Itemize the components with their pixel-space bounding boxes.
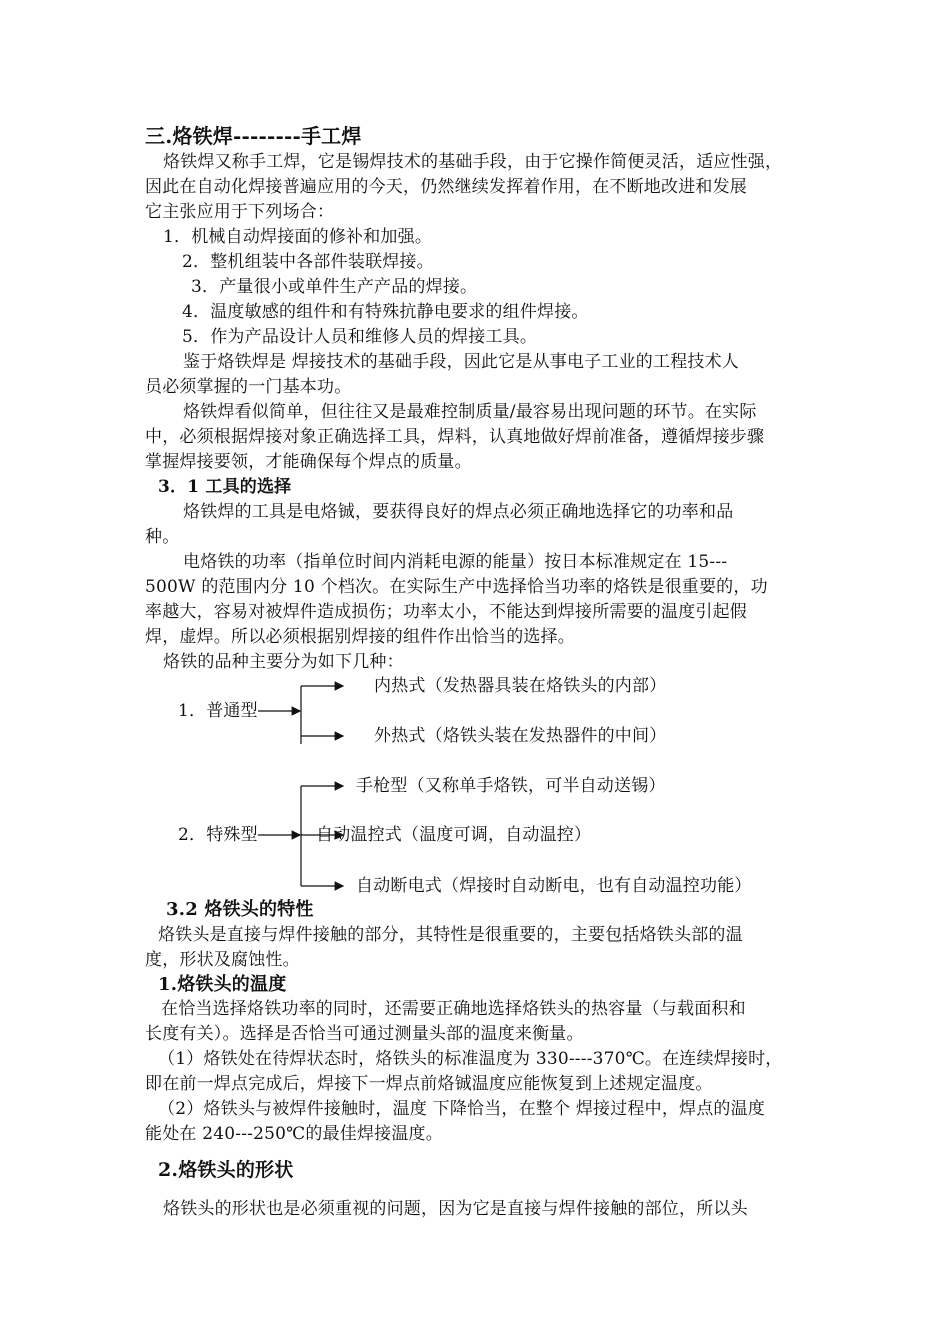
- paragraph-line: 电烙铁的功率（指单位时间内消耗电源的能量）按日本标准规定在 15---: [183, 552, 728, 572]
- paragraph-line: 焊，虚焊。所以必须根据别焊接的组件作出恰当的选择。: [145, 627, 575, 647]
- paragraph-line: 率越大，容易对被焊件造成损伤；功率太小，不能达到焊接所需要的温度引起假: [145, 602, 747, 622]
- diagram-type-label: 2．特殊型: [178, 825, 258, 845]
- paragraph-line: 烙铁头的形状也是必须重视的问题，因为它是直接与焊件接触的部位，所以头: [163, 1199, 748, 1219]
- paragraph-line: 烙铁焊看似简单，但往往又是最难控制质量/最容易出现问题的环节。在实际: [183, 402, 757, 422]
- section-heading: 3．1 工具的选择: [158, 477, 292, 497]
- paragraph-line: 员必须掌握的一门基本功。: [145, 377, 352, 397]
- paragraph-line: 500W 的范围内分 10 个档次。在实际生产中选择恰当功率的烙铁是很重要的，功: [145, 577, 768, 597]
- paragraph-line: 掌握焊接要领，才能确保每个焊点的质量。: [145, 452, 472, 472]
- paragraph-line: 种。: [145, 527, 180, 547]
- list-item: 5．作为产品设计人员和维修人员的焊接工具。: [182, 327, 538, 347]
- intro-line: 它主张应用于下列场合：: [145, 202, 335, 222]
- list-item: 4．温度敏感的组件和有特殊抗静电要求的组件焊接。: [182, 302, 589, 322]
- intro-line: 烙铁焊又称手工焊，它是锡焊技术的基础手段，由于它操作简便灵活，适应性强，: [163, 152, 783, 172]
- paragraph-line: 烙铁头是直接与焊件接触的部分，其特性是很重要的，主要包括烙铁头部的温: [158, 925, 743, 945]
- paragraph-line: 烙铁的品种主要分为如下几种：: [163, 652, 404, 672]
- diagram-item: 自动断电式（焊接时自动断电，也有自动温控功能）: [356, 876, 752, 896]
- paragraph-line: （2）烙铁头与被焊件接触时，温度 下降恰当，在整个 焊接过程中，焊点的温度: [158, 1099, 766, 1119]
- list-item: 3．产量很小或单件生产产品的焊接。: [191, 277, 478, 297]
- paragraph-line: 度，形状及腐蚀性。: [145, 950, 300, 970]
- page-title: 三.烙铁焊--------手工焊: [145, 124, 362, 148]
- paragraph-line: 能处在 240---250℃的最佳焊接温度。: [145, 1124, 443, 1144]
- diagram-item: 外热式（烙铁头装在发热器件的中间）: [374, 726, 667, 746]
- diagram-item: 内热式（发热器具装在烙铁头的内部）: [374, 676, 667, 696]
- paragraph-line: 长度有关）。选择是否恰当可通过测量头部的温度来衡量。: [145, 1024, 584, 1044]
- diagram-item: 手枪型（又称单手烙铁，可半自动送锡）: [356, 776, 666, 796]
- paragraph-line: （1）烙铁处在待焊状态时，烙铁头的标准温度为 330----370℃。在连续焊接时，: [158, 1049, 783, 1069]
- paragraph-line: 在恰当选择烙铁功率的同时，还需要正确地选择烙铁头的热容量（与载面积和: [161, 999, 746, 1019]
- diagram-item: 自动温控式（温度可调，自动温控）: [316, 825, 592, 845]
- paragraph-line: 烙铁焊的工具是电烙铖，要获得良好的焊点必须正确地选择它的功率和品: [183, 502, 734, 522]
- paragraph-line: 鉴于烙铁焊是 焊接技术的基础手段，因此它是从事电子工业的工程技术人: [183, 352, 740, 372]
- intro-line: 因此在自动化焊接普遍应用的今天，仍然继续发挥着作用，在不断地改进和发展: [145, 177, 747, 197]
- paragraph-line: 中，必须根据焊接对象正确选择工具，焊料，认真地做好焊前准备，遵循焊接步骤: [145, 427, 765, 447]
- subsection-heading: 1.烙铁头的温度: [158, 974, 287, 995]
- subsection-heading: 2.烙铁头的形状: [158, 1159, 294, 1181]
- section-heading: 3.2 烙铁头的特性: [166, 899, 314, 920]
- list-item: 2．整机组装中各部件装联焊接。: [182, 252, 434, 272]
- list-item: 1．机械自动焊接面的修补和加强。: [163, 227, 433, 247]
- diagram-type-label: 1．普通型: [178, 701, 258, 721]
- paragraph-line: 即在前一焊点完成后，焊接下一焊点前烙铖温度应能恢复到上述规定温度。: [145, 1074, 713, 1094]
